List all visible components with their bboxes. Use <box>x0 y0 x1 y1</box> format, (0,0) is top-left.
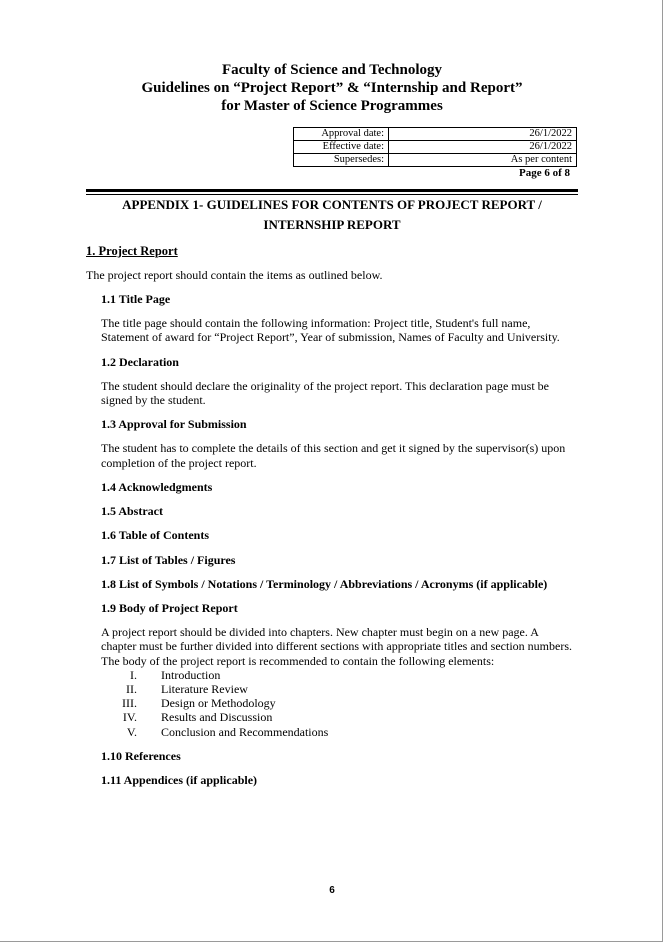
appendix-title-line-2: INTERNSHIP REPORT <box>263 217 401 232</box>
heading-title-page: 1.1 Title Page <box>101 292 171 306</box>
heading-references: 1.10 References <box>101 749 181 763</box>
supersedes-row <box>294 154 577 167</box>
approval-value: 26/1/2022 <box>389 128 577 141</box>
heading-table-of-contents: 1.6 Table of Contents <box>101 528 210 542</box>
heading-declaration: 1.2 Declaration <box>101 355 179 369</box>
list-item-number: IV. <box>122 710 137 724</box>
section-heading-project-report: 1. Project Report <box>86 244 178 258</box>
heading-approval-submission: 1.3 Approval for Submission <box>101 417 247 431</box>
list-item-text: Introduction <box>161 668 221 682</box>
effective-value: 26/1/2022 <box>389 141 577 154</box>
list-item-text: Results and Discussion <box>161 710 273 724</box>
list-item-text: Literature Review <box>161 682 248 696</box>
declaration-body-1: The student should declare the originality of the project report. This declaration page must be <box>101 379 549 393</box>
heading-appendices: 1.11 Appendices (if applicable) <box>101 773 258 787</box>
section-intro: The project report should contain the items as outlined below. <box>86 268 383 282</box>
supersedes-label: Supersedes: <box>294 154 389 167</box>
header-rule-thick <box>86 189 578 192</box>
doc-header-line-3: for Master of Science Programmes <box>221 98 443 114</box>
page-current: 6 <box>544 167 550 179</box>
list-item-number: III. <box>122 696 137 710</box>
list-item-number: II. <box>126 682 137 696</box>
list-item-number: V. <box>126 725 137 739</box>
effective-label: Effective date: <box>294 141 389 154</box>
body-report-text-1: A project report should be divided into chapters. New chapter must begin on a new page. A <box>101 625 539 639</box>
page-prefix: Page <box>519 167 545 179</box>
page-of-indicator <box>519 167 570 179</box>
supersedes-value: As per content <box>389 154 577 167</box>
approval-row <box>294 128 577 141</box>
footer-page-number: 6 <box>329 885 335 896</box>
list-item-text: Design or Methodology <box>161 696 276 710</box>
heading-list-symbols: 1.8 List of Symbols / Notations / Terminology / Abbreviations / Acronyms (if applicable) <box>101 577 548 591</box>
approval-body-2: completion of the project report. <box>101 456 257 470</box>
heading-acknowledgments: 1.4 Acknowledgments <box>101 480 213 494</box>
approval-label: Approval date: <box>294 128 389 141</box>
doc-header-line-2: Guidelines on “Project Report” & “Internship and Report” <box>141 80 523 96</box>
effective-row <box>294 141 577 154</box>
body-report-text-3: The body of the project report is recommended to contain the following elements: <box>101 654 495 668</box>
heading-list-tables-figures: 1.7 List of Tables / Figures <box>101 553 236 567</box>
appendix-title-line-1: APPENDIX 1- GUIDELINES FOR CONTENTS OF PROJECT REPORT / <box>122 197 542 212</box>
page-total: 8 <box>564 167 571 179</box>
page-mid: of <box>549 167 565 179</box>
approval-body-1: The student has to complete the details of this section and get it signed by the supervisor(s) upon <box>101 441 566 455</box>
body-report-text-2: chapter must be further divided into different sections with appropriate titles and section numbers. <box>101 639 572 653</box>
heading-abstract: 1.5 Abstract <box>101 504 163 518</box>
doc-header-line-1: Faculty of Science and Technology <box>221 62 442 78</box>
list-item-text: Conclusion and Recommendations <box>161 725 329 739</box>
title-page-body-1: The title page should contain the following information: Project title, Student's full name, <box>101 316 531 330</box>
declaration-body-2: signed by the student. <box>101 393 206 407</box>
heading-body-project-report: 1.9 Body of Project Report <box>101 601 238 615</box>
list-item-number: I. <box>130 668 137 682</box>
approval-table <box>293 127 577 167</box>
title-page-body-2: Statement of award for “Project Report”, Year of submission, Names of Faculty and University. <box>101 330 560 344</box>
